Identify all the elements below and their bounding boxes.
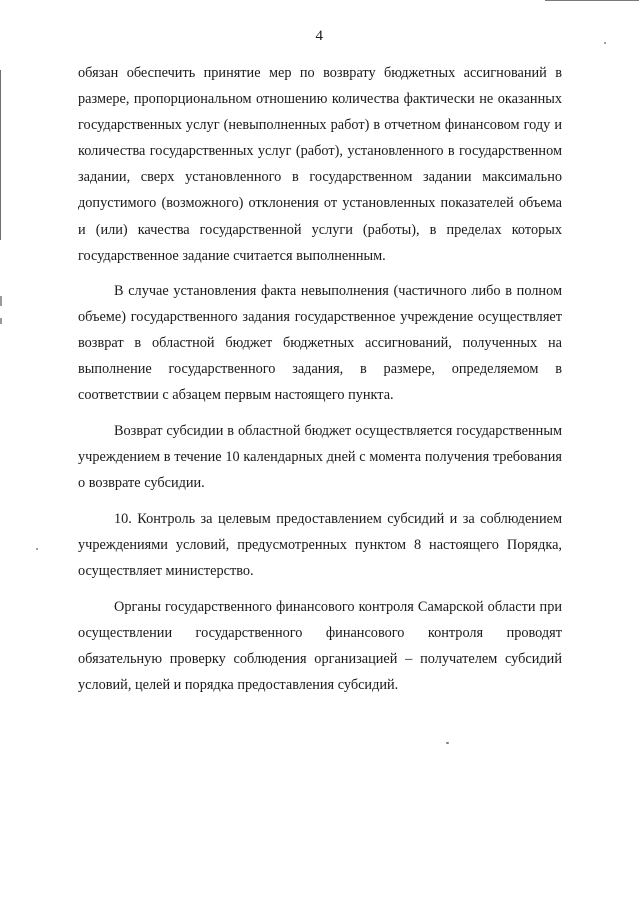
- scan-edge-line: [0, 70, 1, 240]
- scan-speck: [36, 548, 38, 550]
- scan-edge-dash: [0, 296, 2, 306]
- paragraph-nonfulfillment: В случае установления факта невыполнения (частичного либо в полном объеме) государственного задания государственное учреждение осуществляет возврат в областной бюджет бюджетных ассигнований, полученных на выполнение государственного задания, в размере, определяемом в соответствии с абзацем первым настоящего пункта.: [78, 282, 562, 404]
- scan-speck: [604, 42, 606, 44]
- document-body: [78, 60, 562, 698]
- scan-edge-dash: [0, 318, 2, 324]
- paragraph-control-item-10: 10. Контроль за целевым предоставлением субсидий и за соблюдением учреждениями условий, предусмотренных пунктом 8 настоящего Порядка, осуществляет министерство.: [78, 510, 562, 579]
- page-number: 4: [315, 28, 324, 44]
- paragraph-continuation: обязан обеспечить принятие мер по возврату бюджетных ассигнований в размере, пропорциональном отношению количества фактически не оказанных государственных услуг (невыполненных работ) в отчетном финансовом году и количества государственных услуг (работ), установленного в государственном задании, сверх установленного в государственном задании максимально допустимого (возможного) отклонения от установленных показателей объема и (или) качества государственной услуги (работы), в пределах которых государственное задание считается выполненным.: [78, 65, 562, 264]
- paragraph-financial-control: Органы государственного финансового контроля Самарской области при осуществлении государственного финансового контроля проводят обязательную проверку соблюдения организацией – получателем субсидий условий, целей и порядка предоставления субсидий.: [78, 598, 562, 694]
- scan-corner-line: [545, 0, 639, 1]
- paragraph-subsidy-return: Возврат субсидии в областной бюджет осуществляется государственным учреждением в течение 10 календарных дней с момента получения требования о возврате субсидии.: [78, 423, 562, 492]
- scan-speck: [446, 742, 449, 744]
